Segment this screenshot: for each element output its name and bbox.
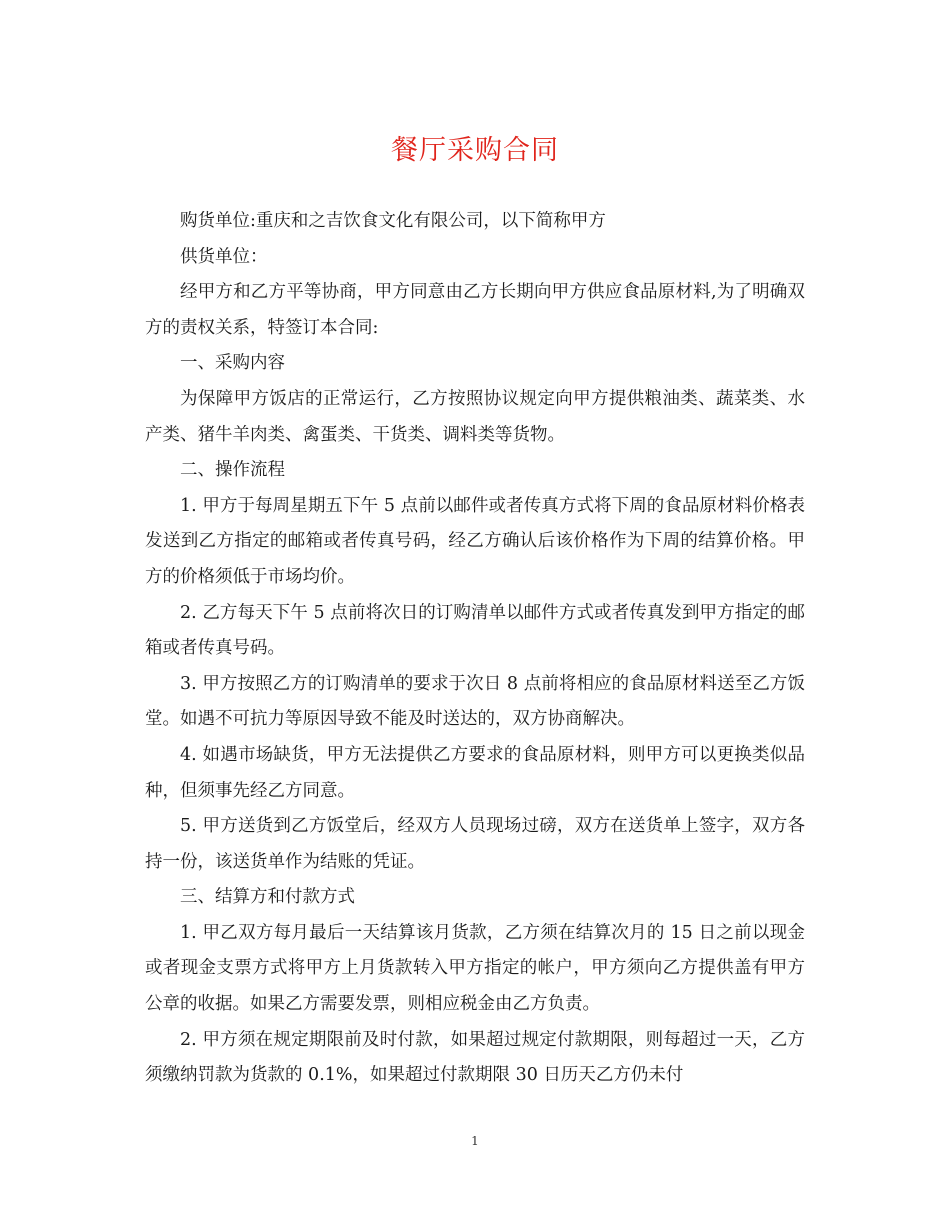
clause-operation-5: 5. 甲方送货到乙方饭堂后，经双方人员现场过磅，双方在送货单上签字，双方各持一份，该送货单作为结账的凭证。: [145, 816, 805, 872]
section-heading-operation-process: 二、操作流程: [180, 460, 285, 481]
page-number: 1: [471, 1134, 479, 1148]
document-body: [145, 204, 805, 1094]
section-heading-settlement: 三、结算方和付款方式: [180, 887, 355, 908]
paragraph-buyer: 购货单位:重庆和之吉饮食文化有限公司，以下简称甲方: [180, 211, 606, 231]
section-heading-purchase-content: 一、采购内容: [180, 353, 285, 374]
paragraph-purchase-content: 为保障甲方饭店的正常运行，乙方按照协议规定向甲方提供粮油类、蔬菜类、水产类、猪牛羊肉类、禽蛋类、干货类、调料类等货物。: [145, 388, 805, 445]
paragraph-intro: 经甲方和乙方平等协商，甲方同意由乙方长期向甲方供应食品原材料,为了明确双方的责权关系，特签订本合同:: [145, 282, 805, 338]
clause-operation-1: 1. 甲方于每周星期五下午 5 点前以邮件或者传真方式将下周的食品原材料价格表发送到乙方指定的邮箱或者传真号码，经乙方确认后该价格作为下周的结算价格。甲方的价格须低于市场均价。: [145, 495, 805, 587]
document-title: 餐厅采购合同: [391, 135, 559, 166]
clause-operation-4: 4. 如遇市场缺货，甲方无法提供乙方要求的食品原材料，则甲方可以更换类似品种，但须事先经乙方同意。: [145, 744, 805, 801]
clause-operation-3: 3. 甲方按照乙方的订购清单的要求于次日 8 点前将相应的食品原材料送至乙方饭堂。如遇不可抗力等原因导致不能及时送达的，双方协商解决。: [145, 673, 805, 730]
clause-operation-2: 2. 乙方每天下午 5 点前将次日的订购清单以邮件方式或者传真发到甲方指定的邮箱或者传真号码。: [145, 602, 805, 659]
clause-settlement-1: 1. 甲乙双方每月最后一天结算该月货款，乙方须在结算次月的 15 日之前以现金或者现金支票方式将甲方上月货款转入甲方指定的帐户，甲方须向乙方提供盖有甲方公章的收据。如果乙方需要发票，则相应税金由乙方负责。: [145, 922, 805, 1015]
clause-settlement-2: 2. 甲方须在规定期限前及时付款，如果超过规定付款期限，则每超过一天，乙方须缴纳罚款为货款的 0.1%，如果超过付款期限 30 日历天乙方仍未付: [145, 1029, 805, 1086]
paragraph-supplier: 供货单位：: [180, 246, 268, 267]
